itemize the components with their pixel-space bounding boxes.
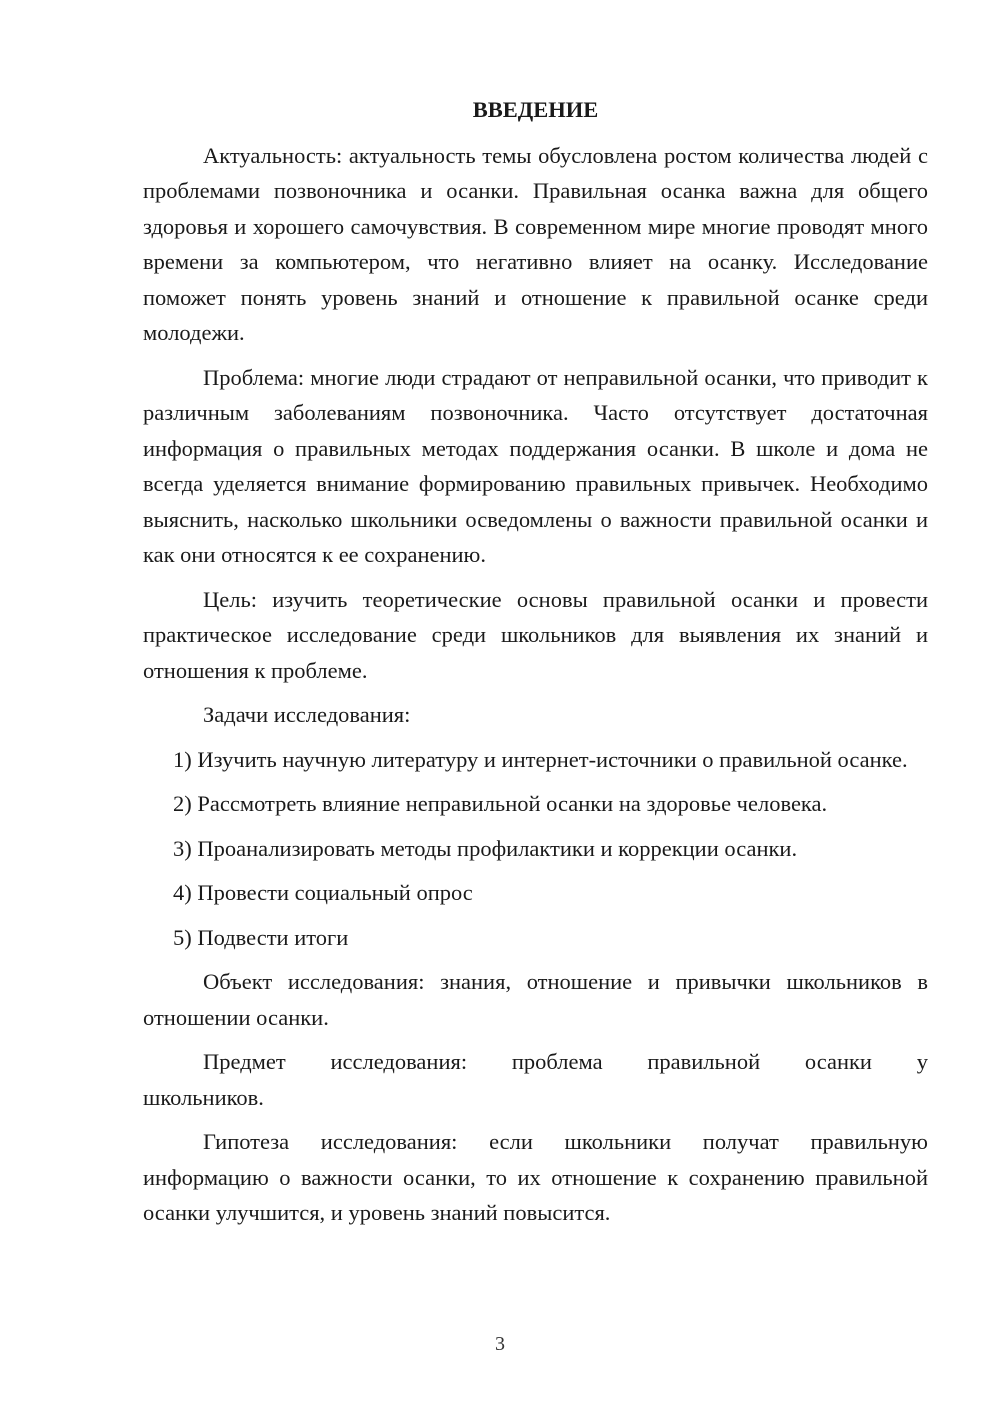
task-item-5: 5) Подвести итоги <box>173 924 349 950</box>
page-content <box>143 92 928 1240</box>
paragraph-subject <box>143 1044 928 1115</box>
task-item-1: 1) Изучить научную литературу и интернет-источники о правильной осанке. <box>173 746 908 772</box>
task-item-4: 4) Провести социальный опрос <box>173 880 473 905</box>
paragraph-subject-line-2: школьников. <box>143 1084 264 1110</box>
task-item-3: 3) Проанализировать методы профилактики и коррекции осанки. <box>173 835 798 861</box>
paragraph-object: Объект исследования: знания, отношение и привычки школьников в отношении осанки. <box>143 969 928 1030</box>
page-title: ВВЕДЕНИЕ <box>472 97 599 122</box>
paragraph-goal: Цель: изучить теоретические основы правильной осанки и провести практическое исследование среди школьников для выявления их знаний и отношения к проблеме. <box>143 586 928 683</box>
paragraph-hypothesis: Гипотеза исследования: если школьники получат правильную информацию о важности осанки, то их отношение к сохранению правильной осанки улучшится, и уровень знаний повысится. <box>143 1129 928 1225</box>
task-item-2: 2) Рассмотреть влияние неправильной осанки на здоровье человека. <box>173 791 828 816</box>
tasks-heading: Задачи исследования: <box>203 702 411 727</box>
paragraph-relevance: Актуальность: актуальность темы обусловлена ростом количества людей с проблемами позвоночника и осанки. Правильная осанка важна для общего здоровья и хорошего самочувствия. В современном мире многие проводят много времени за компьютером, что негативно влияет на осанку. Исследование поможет понять уровень знаний и отношение к правильной осанке среди молодежи. <box>143 142 928 345</box>
paragraph-problem: Проблема: многие люди страдают от неправильной осанки, что приводит к различным заболеваниям позвоночника. Часто отсутствует достаточная информация о правильных методах поддержания осанки. В школе и дома не всегда уделяется внимание формированию правильных привычек. Необходимо выяснить, насколько школьники осведомлены о важности правильной осанки и как они относятся к ее сохранению. <box>143 364 928 567</box>
page-number: 3 <box>495 1333 505 1355</box>
paragraph-subject-line-1: Предмет исследования: проблема правильной осанки у <box>203 1049 928 1074</box>
